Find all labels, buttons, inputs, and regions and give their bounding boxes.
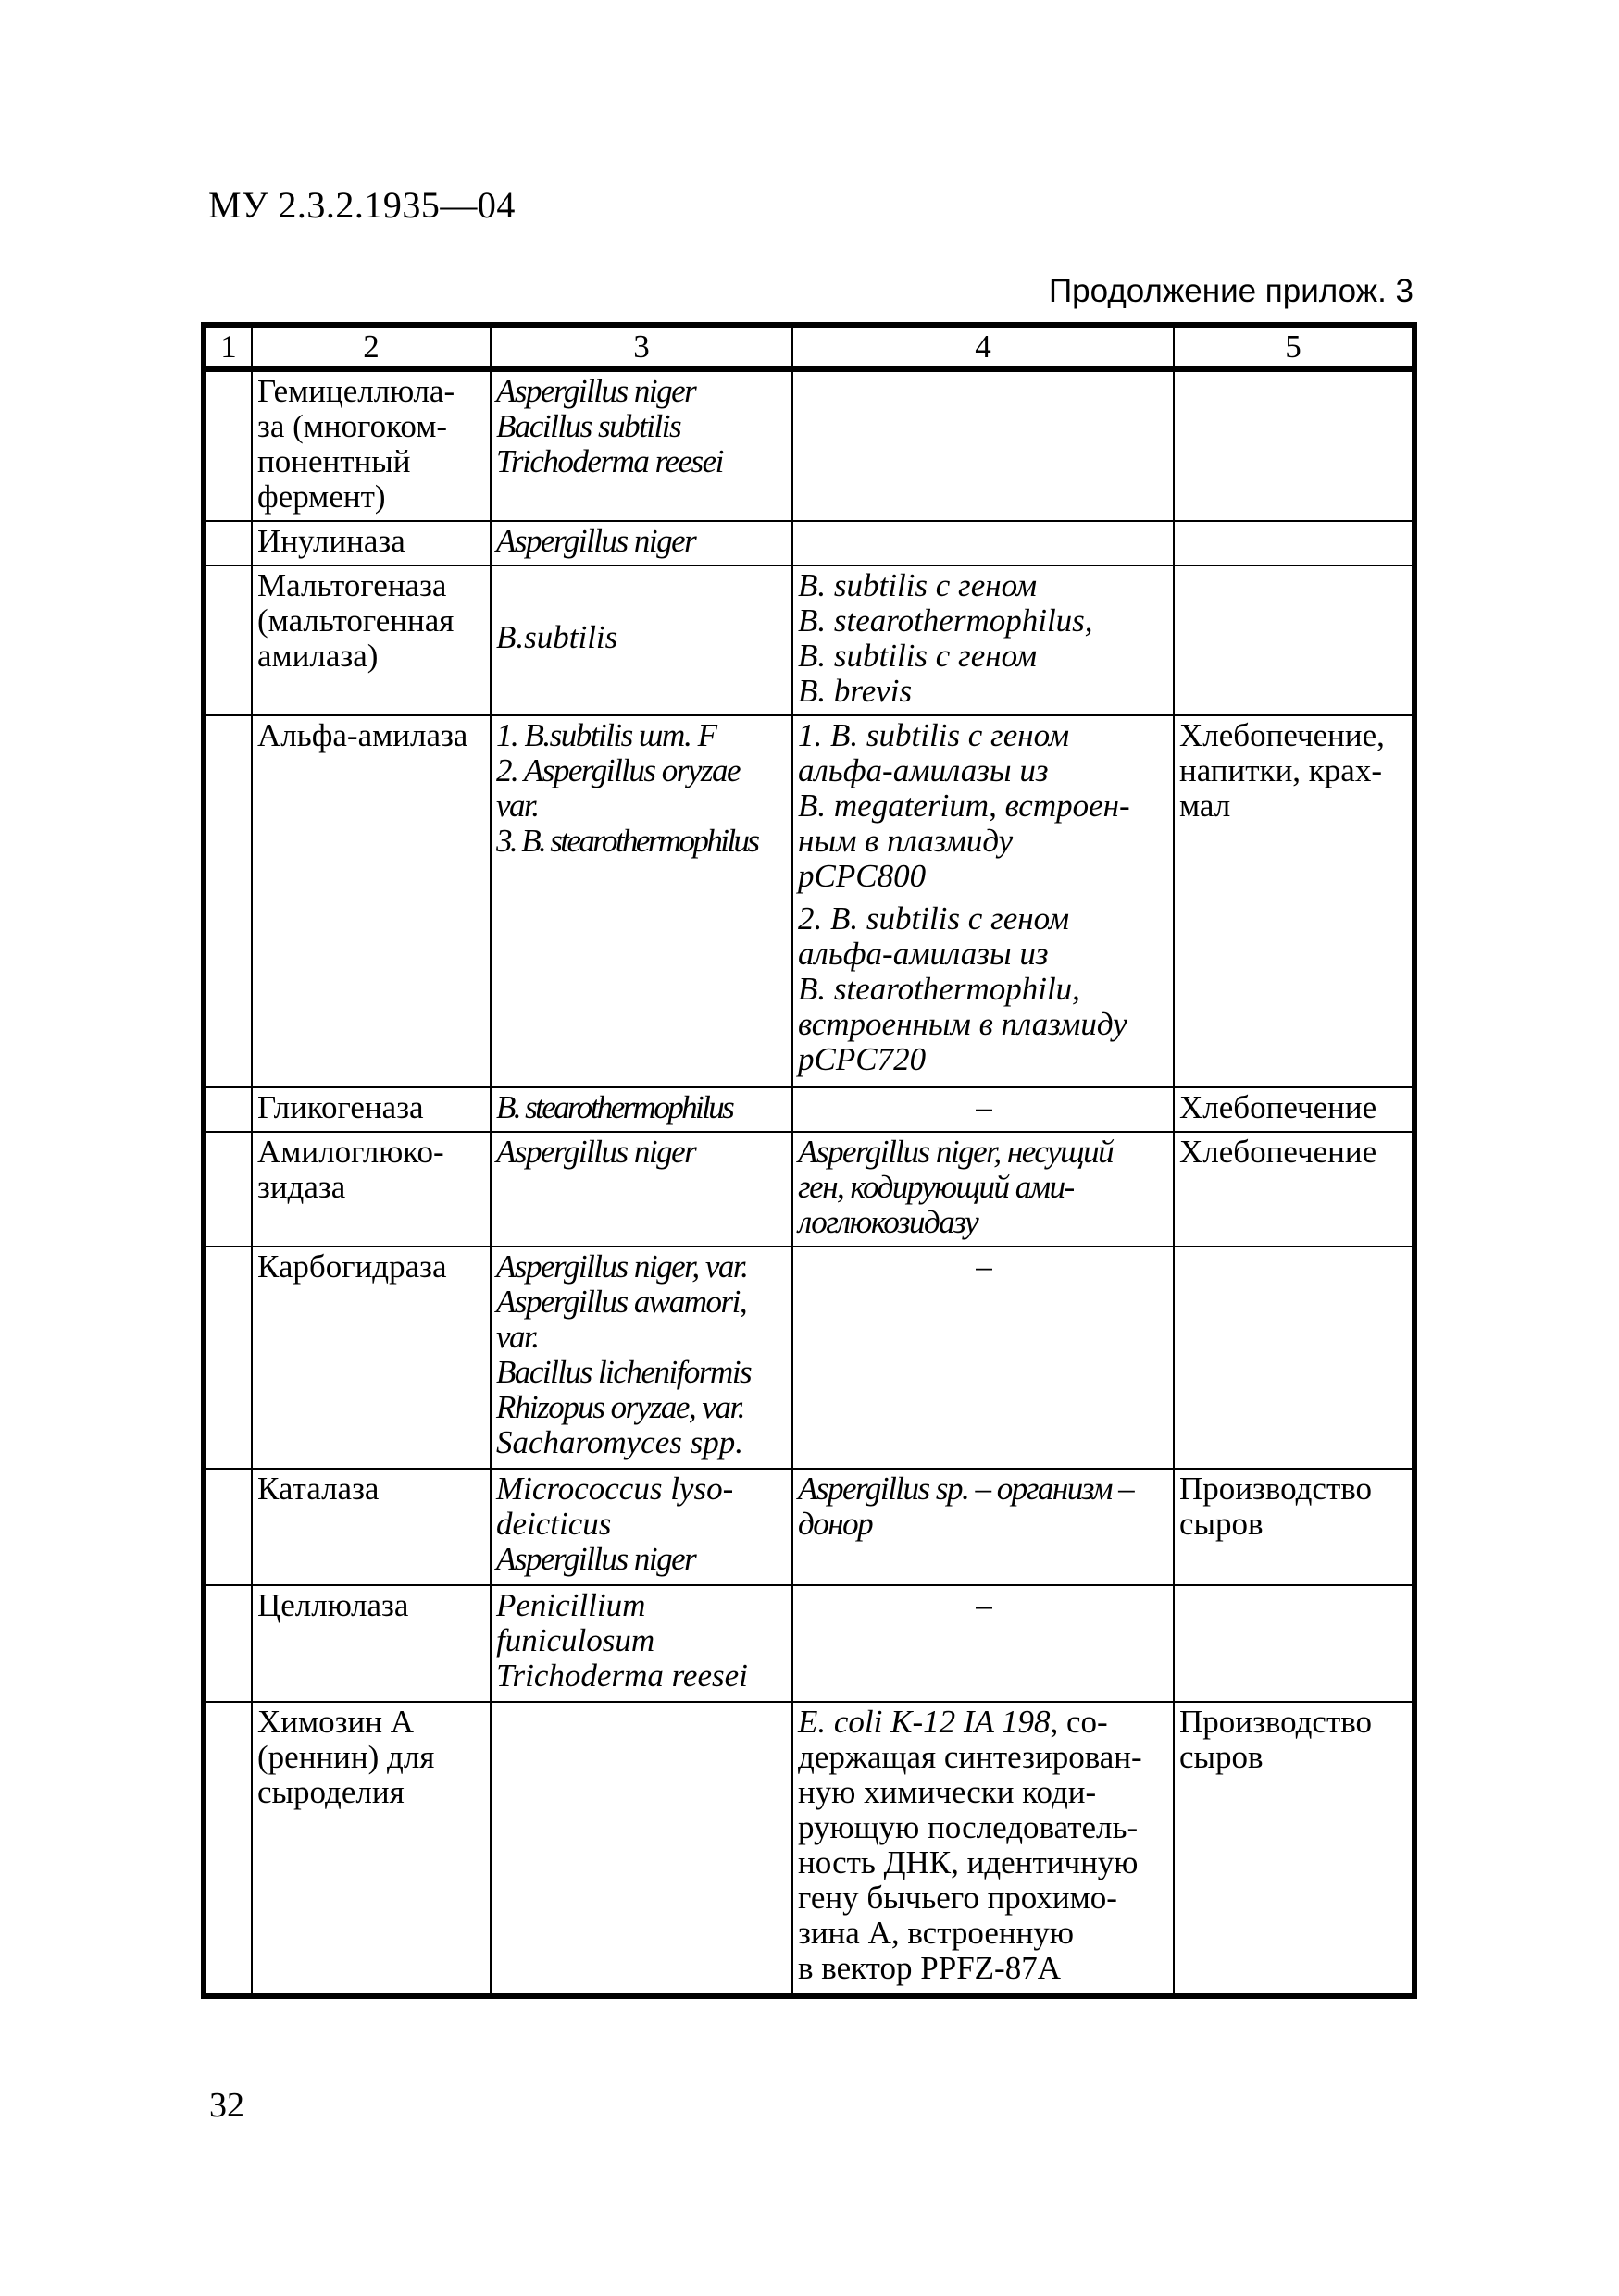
cell-line: Альфа-амилаза xyxy=(257,717,468,753)
cell-line: понентный xyxy=(257,443,411,479)
application-cell xyxy=(1174,369,1414,521)
cell-line: Rhizopus oryzae, var. xyxy=(496,1389,744,1425)
enzyme-cell xyxy=(252,1132,491,1247)
gmo-cell xyxy=(792,1585,1174,1702)
gmo-cell xyxy=(792,1702,1174,1996)
enzyme-cell xyxy=(252,1469,491,1585)
cell-line: Гликогеназа xyxy=(257,1089,424,1125)
application-cell xyxy=(1174,715,1414,1087)
enzyme-cell xyxy=(252,1702,491,1996)
cell-line: B. brevis xyxy=(798,673,913,709)
column-number: 5 xyxy=(1174,325,1414,369)
cell-line: Sacharomyces spp. xyxy=(496,1424,743,1460)
page-number: 32 xyxy=(209,2086,244,2125)
cell-line: Хлебопечение xyxy=(1179,1134,1377,1170)
row-index-cell xyxy=(204,565,252,715)
cell-line: Penicillium xyxy=(496,1587,646,1623)
producer-cell xyxy=(491,1469,792,1585)
table-row xyxy=(204,1247,1414,1469)
cell-line: сыров xyxy=(1179,1739,1264,1775)
gmo-cell xyxy=(792,521,1174,565)
cell-line: Aspergillus sp. – организм – xyxy=(798,1471,1134,1507)
cell-line: Micrococcus lyso- xyxy=(496,1471,734,1507)
enzyme-cell xyxy=(252,715,491,1087)
cell-line: альфа-амилазы из xyxy=(798,752,1049,788)
table-row xyxy=(204,1702,1414,1996)
producer-cell xyxy=(491,715,792,1087)
cell-line: ность ДНК, идентичную xyxy=(798,1844,1139,1880)
cell-line: гену бычьего прохимо- xyxy=(798,1880,1117,1916)
table-row xyxy=(204,565,1414,715)
table-row xyxy=(204,521,1414,565)
gmo-cell xyxy=(792,565,1174,715)
application-cell xyxy=(1174,1702,1414,1996)
dash-placeholder: – xyxy=(976,1587,992,1623)
producer-cell xyxy=(491,369,792,521)
application-cell xyxy=(1174,1585,1414,1702)
cell-line xyxy=(798,1705,1170,1740)
cell-line: Aspergillus niger xyxy=(496,373,696,409)
application-cell xyxy=(1174,565,1414,715)
column-number: 1 xyxy=(204,325,252,369)
enzyme-cell xyxy=(252,1087,491,1132)
cell-line: B. stearothermophilus xyxy=(496,1089,733,1125)
column-number: 3 xyxy=(491,325,792,369)
producer-cell xyxy=(491,1702,792,1996)
cell-line: (реннин) для xyxy=(257,1739,435,1775)
row-index-cell xyxy=(204,1132,252,1247)
table-row xyxy=(204,1469,1414,1585)
application-cell xyxy=(1174,1247,1414,1469)
cell-line: Bacillus subtilis xyxy=(496,408,681,444)
gmo-cell xyxy=(792,1469,1174,1585)
producer-cell xyxy=(491,1132,792,1247)
cell-line: (мальтогенная xyxy=(257,602,455,639)
enzyme-cell xyxy=(252,565,491,715)
row-index-cell xyxy=(204,715,252,1087)
strain-name: E. coli K-12 IA 198 xyxy=(798,1704,1051,1740)
producer-cell xyxy=(491,1247,792,1469)
cell-line: funiculosum xyxy=(496,1622,655,1658)
cell-line: ным в плазмиду xyxy=(798,823,1014,859)
table-row xyxy=(204,715,1414,1087)
cell-line: ген, кодирующий ами- xyxy=(798,1169,1074,1205)
continuation-label: Продолжение прилож. 3 xyxy=(1049,273,1414,309)
cell-line: Мальтогеназа xyxy=(257,567,447,603)
gmo-cell xyxy=(792,715,1174,1087)
cell-line: за (многоком- xyxy=(257,408,447,444)
cell-line: Целлюлаза xyxy=(257,1587,409,1623)
column-number: 2 xyxy=(252,325,491,369)
cell-line: напитки, крах- xyxy=(1179,752,1382,788)
cell-line: Aspergillus awamori, xyxy=(496,1284,747,1320)
cell-line: сыров xyxy=(1179,1506,1264,1542)
cell-line: сыроделия xyxy=(257,1774,405,1810)
cell-line: Trichoderma reesei xyxy=(496,443,723,479)
cell-line: Каталаза xyxy=(257,1471,380,1507)
cell-line: Aspergillus niger, var. xyxy=(496,1248,748,1285)
application-cell xyxy=(1174,1132,1414,1247)
cell-line: мал xyxy=(1179,788,1231,824)
row-index-cell xyxy=(204,521,252,565)
document-code: МУ 2.3.2.1935—04 xyxy=(208,184,516,226)
table-row xyxy=(204,1585,1414,1702)
producer-cell xyxy=(491,1087,792,1132)
cell-line: альфа-амилазы из xyxy=(798,936,1049,972)
cell-line: амилаза) xyxy=(257,638,379,674)
column-number-row xyxy=(204,325,1414,369)
cell-line: pCPC800 xyxy=(798,858,927,894)
cell-line: B. stearothermophilus, xyxy=(798,602,1093,639)
cell-line: 1. B. subtilis с геном xyxy=(798,717,1070,753)
row-index-cell xyxy=(204,1585,252,1702)
cell-line: var. xyxy=(496,1319,539,1355)
application-cell xyxy=(1174,1087,1414,1132)
producer-cell xyxy=(491,521,792,565)
dash-placeholder: – xyxy=(976,1248,992,1285)
cell-line: встроенным в плазмиду xyxy=(798,1006,1127,1042)
column-number: 4 xyxy=(792,325,1174,369)
dash-placeholder: – xyxy=(976,1089,992,1125)
enzyme-table xyxy=(201,322,1417,1999)
table-row xyxy=(204,1132,1414,1247)
row-index-cell xyxy=(204,1469,252,1585)
cell-line: Bacillus licheniformis xyxy=(496,1354,752,1390)
cell-line: зина А, встроенную xyxy=(798,1915,1074,1951)
cell-line: Aspergillus niger xyxy=(496,1541,696,1577)
cell-line: логлюкозидазу xyxy=(798,1204,978,1240)
enzyme-cell xyxy=(252,1585,491,1702)
application-cell xyxy=(1174,521,1414,565)
cell-line: Хлебопечение xyxy=(1179,1089,1377,1125)
table-row xyxy=(204,369,1414,521)
cell-line: 2. B. subtilis с геном xyxy=(798,900,1070,937)
cell-line: Химозин А xyxy=(257,1704,414,1740)
cell-line: 1. B.subtilis шт. F xyxy=(496,717,716,753)
gmo-cell xyxy=(792,369,1174,521)
cell-line: рующую последователь- xyxy=(798,1809,1139,1845)
cell-line: Aspergillus niger, несущий xyxy=(798,1134,1114,1170)
row-index-cell xyxy=(204,1247,252,1469)
cell-text: , со- xyxy=(1050,1704,1108,1740)
producer-cell xyxy=(491,565,792,715)
cell-line: Карбогидраза xyxy=(257,1248,447,1285)
gmo-cell xyxy=(792,1132,1174,1247)
producer-cell xyxy=(491,1585,792,1702)
cell-line: Aspergillus niger xyxy=(496,1134,696,1170)
cell-line: держащая синтезирован- xyxy=(798,1739,1142,1775)
application-cell xyxy=(1174,1469,1414,1585)
cell-line: Trichoderma reesei xyxy=(496,1657,748,1694)
enzyme-cell xyxy=(252,521,491,565)
cell-line: Гемицеллюла- xyxy=(257,373,455,409)
cell-line: ную химически коди- xyxy=(798,1774,1097,1810)
row-index-cell xyxy=(204,369,252,521)
cell-line: Aspergillus niger xyxy=(496,523,696,559)
cell-line: Производство xyxy=(1179,1704,1373,1740)
cell-line: B.subtilis xyxy=(496,619,618,655)
cell-line: B. stearothermophilu, xyxy=(798,971,1080,1007)
row-index-cell xyxy=(204,1087,252,1132)
cell-line: var. xyxy=(496,788,539,824)
cell-line: 3. B. stearothermophilus xyxy=(496,823,758,859)
row-index-cell xyxy=(204,1702,252,1996)
cell-line: фермент) xyxy=(257,478,386,515)
cell-line: pCPC720 xyxy=(798,1041,927,1077)
cell-line: Производство xyxy=(1179,1471,1373,1507)
gmo-cell xyxy=(792,1247,1174,1469)
enzyme-cell xyxy=(252,1247,491,1469)
cell-line: 2. Aspergillus oryzae xyxy=(496,752,741,788)
cell-line: B. subtilis с геном xyxy=(798,638,1038,674)
table-row xyxy=(204,1087,1414,1132)
enzyme-cell xyxy=(252,369,491,521)
cell-line: Инулиназа xyxy=(257,523,405,559)
cell-line: донор xyxy=(798,1506,873,1542)
gmo-cell xyxy=(792,1087,1174,1132)
cell-line: deicticus xyxy=(496,1506,612,1542)
cell-line: Амилоглюко- xyxy=(257,1134,444,1170)
cell-line: Хлебопечение, xyxy=(1179,717,1385,753)
cell-line: зидаза xyxy=(257,1169,346,1205)
cell-line: в вектор PPFZ-87A xyxy=(798,1950,1061,1986)
cell-line: B. megaterium, встроен- xyxy=(798,788,1130,824)
cell-line: B. subtilis с геном xyxy=(798,567,1038,603)
